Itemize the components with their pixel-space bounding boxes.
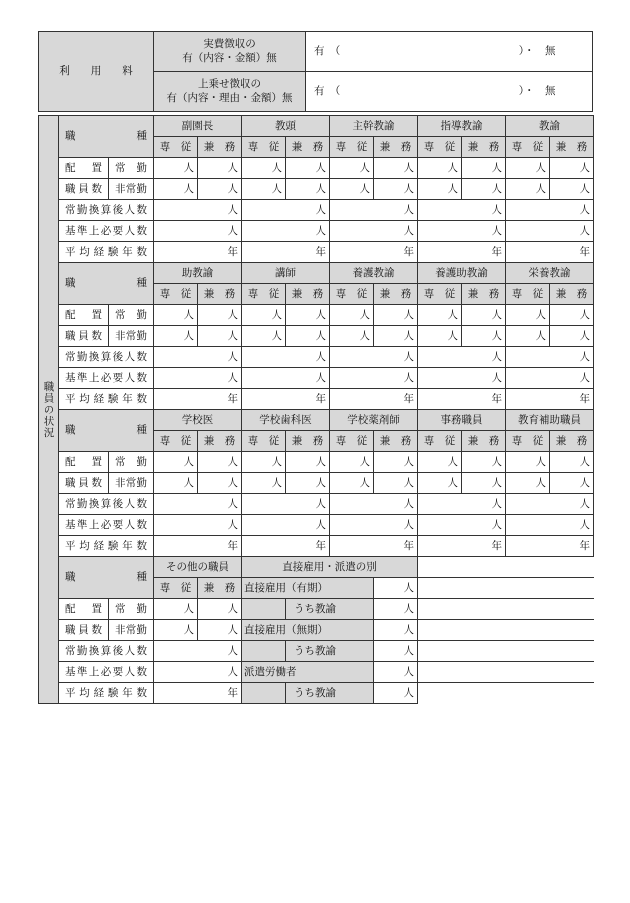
fte-count-cell[interactable]: 人: [242, 494, 330, 515]
avg-years-label: 平均経験年数: [59, 242, 154, 263]
count-cell[interactable]: 人: [286, 473, 330, 494]
of-which-teachers-count[interactable]: 人: [374, 599, 418, 620]
actual-cost-q2: 有（内容・金額）無: [182, 51, 277, 64]
concurrent-header: 兼 務: [198, 578, 242, 599]
count-cell[interactable]: 人: [198, 326, 242, 347]
avg-years-cell[interactable]: 年: [506, 536, 594, 557]
fte-count-cell[interactable]: 人: [330, 200, 418, 221]
count-cell[interactable]: 人: [198, 158, 242, 179]
count-cell[interactable]: 人: [154, 599, 198, 620]
count-cell[interactable]: 人: [154, 473, 198, 494]
required-count-cell[interactable]: 人: [242, 515, 330, 536]
of-which-teachers-label: うち教諭: [286, 599, 374, 620]
staff-count-label: 職員数: [59, 179, 109, 200]
concurrent-header: 兼 務: [374, 284, 418, 305]
of-which-teachers-label: うち教諭: [286, 683, 374, 704]
direct-indefinite-count[interactable]: 人: [374, 620, 418, 641]
count-cell[interactable]: 人: [374, 158, 418, 179]
fulltime-dedicated-header: 専 従: [506, 137, 550, 158]
job-title: 事務職員: [418, 410, 506, 431]
required-count-label: 基準上必要人数: [59, 662, 154, 683]
blank-area: [418, 683, 594, 704]
count-cell[interactable]: 人: [242, 179, 286, 200]
extra-fee-q1: 上乗せ徴収の: [198, 78, 261, 91]
parttime-label: 非常勤: [109, 326, 154, 347]
fte-count-cell[interactable]: 人: [154, 494, 242, 515]
parttime-label: 非常勤: [109, 179, 154, 200]
required-count-cell[interactable]: 人: [418, 221, 506, 242]
fulltime-dedicated-header: 専 従: [418, 284, 462, 305]
avg-years-cell[interactable]: 年: [154, 242, 242, 263]
count-cell[interactable]: 人: [506, 326, 550, 347]
count-cell[interactable]: 人: [242, 473, 286, 494]
count-cell[interactable]: 人: [198, 179, 242, 200]
fte-count-cell[interactable]: 人: [330, 494, 418, 515]
avg-years-cell[interactable]: 年: [242, 242, 330, 263]
avg-years-cell[interactable]: 年: [154, 683, 242, 704]
fte-count-label: 常勤換算後人数: [59, 494, 154, 515]
blank-area: [418, 557, 594, 578]
dispatched-workers-count[interactable]: 人: [374, 662, 418, 683]
fee-label: 利 用 料: [39, 32, 154, 112]
count-cell[interactable]: 人: [286, 452, 330, 473]
job-title: 助教諭: [154, 263, 242, 284]
avg-years-cell[interactable]: 年: [418, 536, 506, 557]
job-type-label: 職 種: [59, 557, 154, 599]
count-cell[interactable]: 人: [462, 452, 506, 473]
fulltime-dedicated-header: 専 従: [154, 431, 198, 452]
required-count-cell[interactable]: 人: [330, 515, 418, 536]
required-count-label: 基準上必要人数: [59, 221, 154, 242]
count-cell[interactable]: 人: [286, 305, 330, 326]
direct-fixed-term-label: 直接雇用（有期）: [242, 578, 374, 599]
required-count-cell[interactable]: 人: [242, 221, 330, 242]
avg-years-label: 平均経験年数: [59, 389, 154, 410]
of-which-teachers-count[interactable]: 人: [374, 641, 418, 662]
fulltime-label: 常 勤: [109, 305, 154, 326]
fulltime-dedicated-header: 専 従: [242, 431, 286, 452]
blank-area: [418, 641, 594, 662]
count-cell[interactable]: 人: [242, 305, 286, 326]
count-cell[interactable]: 人: [198, 599, 242, 620]
fulltime-dedicated-header: 専 従: [242, 137, 286, 158]
fte-count-cell[interactable]: 人: [330, 347, 418, 368]
required-count-cell[interactable]: 人: [506, 515, 594, 536]
count-cell[interactable]: 人: [286, 326, 330, 347]
concurrent-header: 兼 務: [462, 431, 506, 452]
concurrent-header: 兼 務: [198, 137, 242, 158]
placement-label: 配 置: [59, 158, 109, 179]
count-cell[interactable]: 人: [198, 305, 242, 326]
actual-cost-q1: 実費徴収の: [203, 38, 256, 51]
count-cell[interactable]: 人: [462, 473, 506, 494]
required-count-cell[interactable]: 人: [154, 662, 242, 683]
concurrent-header: 兼 務: [198, 284, 242, 305]
staff-count-label: 職員数: [59, 326, 109, 347]
concurrent-header: 兼 務: [550, 284, 594, 305]
required-count-cell[interactable]: 人: [418, 515, 506, 536]
count-cell[interactable]: 人: [286, 179, 330, 200]
job-title: 学校医: [154, 410, 242, 431]
count-cell[interactable]: 人: [550, 452, 594, 473]
fte-count-label: 常勤換算後人数: [59, 641, 154, 662]
required-count-cell[interactable]: 人: [154, 515, 242, 536]
count-cell[interactable]: 人: [462, 326, 506, 347]
required-count-cell[interactable]: 人: [418, 368, 506, 389]
blank-area: [418, 578, 594, 599]
job-title: 教頭: [242, 116, 330, 137]
required-count-cell[interactable]: 人: [330, 221, 418, 242]
concurrent-header: 兼 務: [550, 431, 594, 452]
job-title: 指導教諭: [418, 116, 506, 137]
count-cell[interactable]: 人: [418, 473, 462, 494]
count-cell[interactable]: 人: [154, 158, 198, 179]
count-cell[interactable]: 人: [198, 473, 242, 494]
count-cell[interactable]: 人: [462, 179, 506, 200]
count-cell[interactable]: 人: [330, 305, 374, 326]
count-cell[interactable]: 人: [154, 620, 198, 641]
job-title: 学校薬剤師: [330, 410, 418, 431]
count-cell[interactable]: 人: [374, 473, 418, 494]
count-cell[interactable]: 人: [506, 305, 550, 326]
count-cell[interactable]: 人: [506, 473, 550, 494]
staff-count-label: 職員数: [59, 620, 109, 641]
count-cell[interactable]: 人: [198, 620, 242, 641]
avg-years-cell[interactable]: 年: [418, 242, 506, 263]
count-cell[interactable]: 人: [154, 305, 198, 326]
count-cell[interactable]: 人: [374, 305, 418, 326]
indent-cell: [242, 641, 286, 662]
count-cell[interactable]: 人: [418, 452, 462, 473]
other-staff-title: その他の職員: [154, 557, 242, 578]
count-cell[interactable]: 人: [506, 158, 550, 179]
fte-count-cell[interactable]: 人: [242, 347, 330, 368]
avg-years-cell[interactable]: 年: [242, 389, 330, 410]
count-cell[interactable]: 人: [330, 473, 374, 494]
avg-years-cell[interactable]: 年: [154, 389, 242, 410]
job-title: 養護教諭: [330, 263, 418, 284]
actual-cost-answer[interactable]: 有 （ ）・ 無: [306, 32, 593, 72]
direct-indefinite-label: 直接雇用（無期）: [242, 620, 374, 641]
avg-years-cell[interactable]: 年: [330, 389, 418, 410]
count-cell[interactable]: 人: [374, 326, 418, 347]
count-cell[interactable]: 人: [154, 179, 198, 200]
of-which-teachers-count[interactable]: 人: [374, 683, 418, 704]
count-cell[interactable]: 人: [418, 326, 462, 347]
fte-count-cell[interactable]: 人: [418, 200, 506, 221]
required-count-label: 基準上必要人数: [59, 368, 154, 389]
fulltime-dedicated-header: 専 従: [330, 137, 374, 158]
concurrent-header: 兼 務: [374, 137, 418, 158]
fulltime-dedicated-header: 専 従: [330, 284, 374, 305]
count-cell[interactable]: 人: [330, 326, 374, 347]
fulltime-label: 常 勤: [109, 452, 154, 473]
fte-count-cell[interactable]: 人: [242, 200, 330, 221]
avg-years-cell[interactable]: 年: [506, 242, 594, 263]
concurrent-header: 兼 務: [198, 431, 242, 452]
parttime-label: 非常勤: [109, 473, 154, 494]
count-cell[interactable]: 人: [242, 158, 286, 179]
fee-table: [38, 31, 593, 112]
blank-area: [418, 662, 594, 683]
fulltime-label: 常 勤: [109, 158, 154, 179]
job-title: 教諭: [506, 116, 594, 137]
concurrent-header: 兼 務: [462, 284, 506, 305]
count-cell[interactable]: 人: [154, 452, 198, 473]
job-title: 講師: [242, 263, 330, 284]
staff-table: [38, 115, 594, 704]
job-type-label: 職 種: [59, 263, 154, 305]
concurrent-header: 兼 務: [286, 284, 330, 305]
avg-years-cell[interactable]: 年: [242, 536, 330, 557]
count-cell[interactable]: 人: [286, 158, 330, 179]
indent-cell: [242, 599, 286, 620]
indent-cell: [242, 683, 286, 704]
avg-years-cell[interactable]: 年: [330, 242, 418, 263]
count-cell[interactable]: 人: [198, 452, 242, 473]
extra-fee-question: [154, 72, 306, 112]
fulltime-dedicated-header: 専 従: [154, 284, 198, 305]
required-count-cell[interactable]: 人: [506, 221, 594, 242]
count-cell[interactable]: 人: [418, 158, 462, 179]
count-cell[interactable]: 人: [550, 158, 594, 179]
avg-years-cell[interactable]: 年: [330, 536, 418, 557]
required-count-cell[interactable]: 人: [154, 368, 242, 389]
avg-years-cell[interactable]: 年: [154, 536, 242, 557]
fulltime-dedicated-header: 専 従: [242, 284, 286, 305]
blank-area: [418, 599, 594, 620]
count-cell[interactable]: 人: [374, 179, 418, 200]
concurrent-header: 兼 務: [374, 431, 418, 452]
avg-years-cell[interactable]: 年: [506, 389, 594, 410]
extra-fee-q2: 有（内容・理由・金額）無: [166, 91, 293, 104]
job-title: 養護助教諭: [418, 263, 506, 284]
required-count-cell[interactable]: 人: [154, 221, 242, 242]
fulltime-dedicated-header: 専 従: [506, 284, 550, 305]
fulltime-dedicated-header: 専 従: [154, 137, 198, 158]
dispatch-title: 直接雇用・派遣の別: [242, 557, 418, 578]
count-cell[interactable]: 人: [506, 452, 550, 473]
actual-cost-question: [154, 32, 306, 72]
staff-count-label: 職員数: [59, 473, 109, 494]
direct-fixed-term-count[interactable]: 人: [374, 578, 418, 599]
fte-count-cell[interactable]: 人: [154, 347, 242, 368]
job-title: 副園長: [154, 116, 242, 137]
fte-count-cell[interactable]: 人: [506, 347, 594, 368]
fulltime-dedicated-header: 専 従: [418, 431, 462, 452]
fulltime-label: 常 勤: [109, 599, 154, 620]
job-title: 主幹教諭: [330, 116, 418, 137]
count-cell[interactable]: 人: [506, 179, 550, 200]
count-cell[interactable]: 人: [550, 326, 594, 347]
count-cell[interactable]: 人: [550, 305, 594, 326]
avg-years-label: 平均経験年数: [59, 536, 154, 557]
count-cell[interactable]: 人: [418, 179, 462, 200]
count-cell[interactable]: 人: [242, 326, 286, 347]
fte-count-label: 常勤換算後人数: [59, 347, 154, 368]
count-cell[interactable]: 人: [242, 452, 286, 473]
fulltime-dedicated-header: 専 従: [330, 431, 374, 452]
count-cell[interactable]: 人: [418, 305, 462, 326]
count-cell[interactable]: 人: [154, 326, 198, 347]
concurrent-header: 兼 務: [550, 137, 594, 158]
of-which-teachers-label: うち教諭: [286, 641, 374, 662]
fte-count-cell[interactable]: 人: [154, 200, 242, 221]
count-cell[interactable]: 人: [374, 452, 418, 473]
extra-fee-answer[interactable]: 有 （ ）・ 無: [306, 72, 593, 112]
count-cell[interactable]: 人: [550, 179, 594, 200]
parttime-label: 非常勤: [109, 620, 154, 641]
count-cell[interactable]: 人: [330, 158, 374, 179]
concurrent-header: 兼 務: [286, 431, 330, 452]
fte-count-cell[interactable]: 人: [154, 641, 242, 662]
placement-label: 配 置: [59, 452, 109, 473]
job-title: 学校歯科医: [242, 410, 330, 431]
job-title: 栄養教諭: [506, 263, 594, 284]
required-count-label: 基準上必要人数: [59, 515, 154, 536]
job-title: 教育補助職員: [506, 410, 594, 431]
placement-label: 配 置: [59, 305, 109, 326]
blank-area: [418, 620, 594, 641]
concurrent-header: 兼 務: [286, 137, 330, 158]
count-cell[interactable]: 人: [462, 305, 506, 326]
fte-count-cell[interactable]: 人: [418, 347, 506, 368]
fte-count-label: 常勤換算後人数: [59, 200, 154, 221]
concurrent-header: 兼 務: [462, 137, 506, 158]
fulltime-dedicated-header: 専 従: [418, 137, 462, 158]
dispatched-workers-label: 派遣労働者: [242, 662, 374, 683]
required-count-cell[interactable]: 人: [242, 368, 330, 389]
count-cell[interactable]: 人: [550, 473, 594, 494]
avg-years-cell[interactable]: 年: [418, 389, 506, 410]
count-cell[interactable]: 人: [330, 452, 374, 473]
placement-label: 配 置: [59, 599, 109, 620]
fulltime-dedicated-header: 専 従: [154, 578, 198, 599]
required-count-cell[interactable]: 人: [330, 368, 418, 389]
required-count-cell[interactable]: 人: [506, 368, 594, 389]
fte-count-cell[interactable]: 人: [506, 494, 594, 515]
section-label-staff: 職員の状況: [39, 116, 59, 704]
job-type-label: 職 種: [59, 116, 154, 158]
avg-years-label: 平均経験年数: [59, 683, 154, 704]
fte-count-cell[interactable]: 人: [418, 494, 506, 515]
job-type-label: 職 種: [59, 410, 154, 452]
fulltime-dedicated-header: 専 従: [506, 431, 550, 452]
count-cell[interactable]: 人: [462, 158, 506, 179]
fte-count-cell[interactable]: 人: [506, 200, 594, 221]
count-cell[interactable]: 人: [330, 179, 374, 200]
